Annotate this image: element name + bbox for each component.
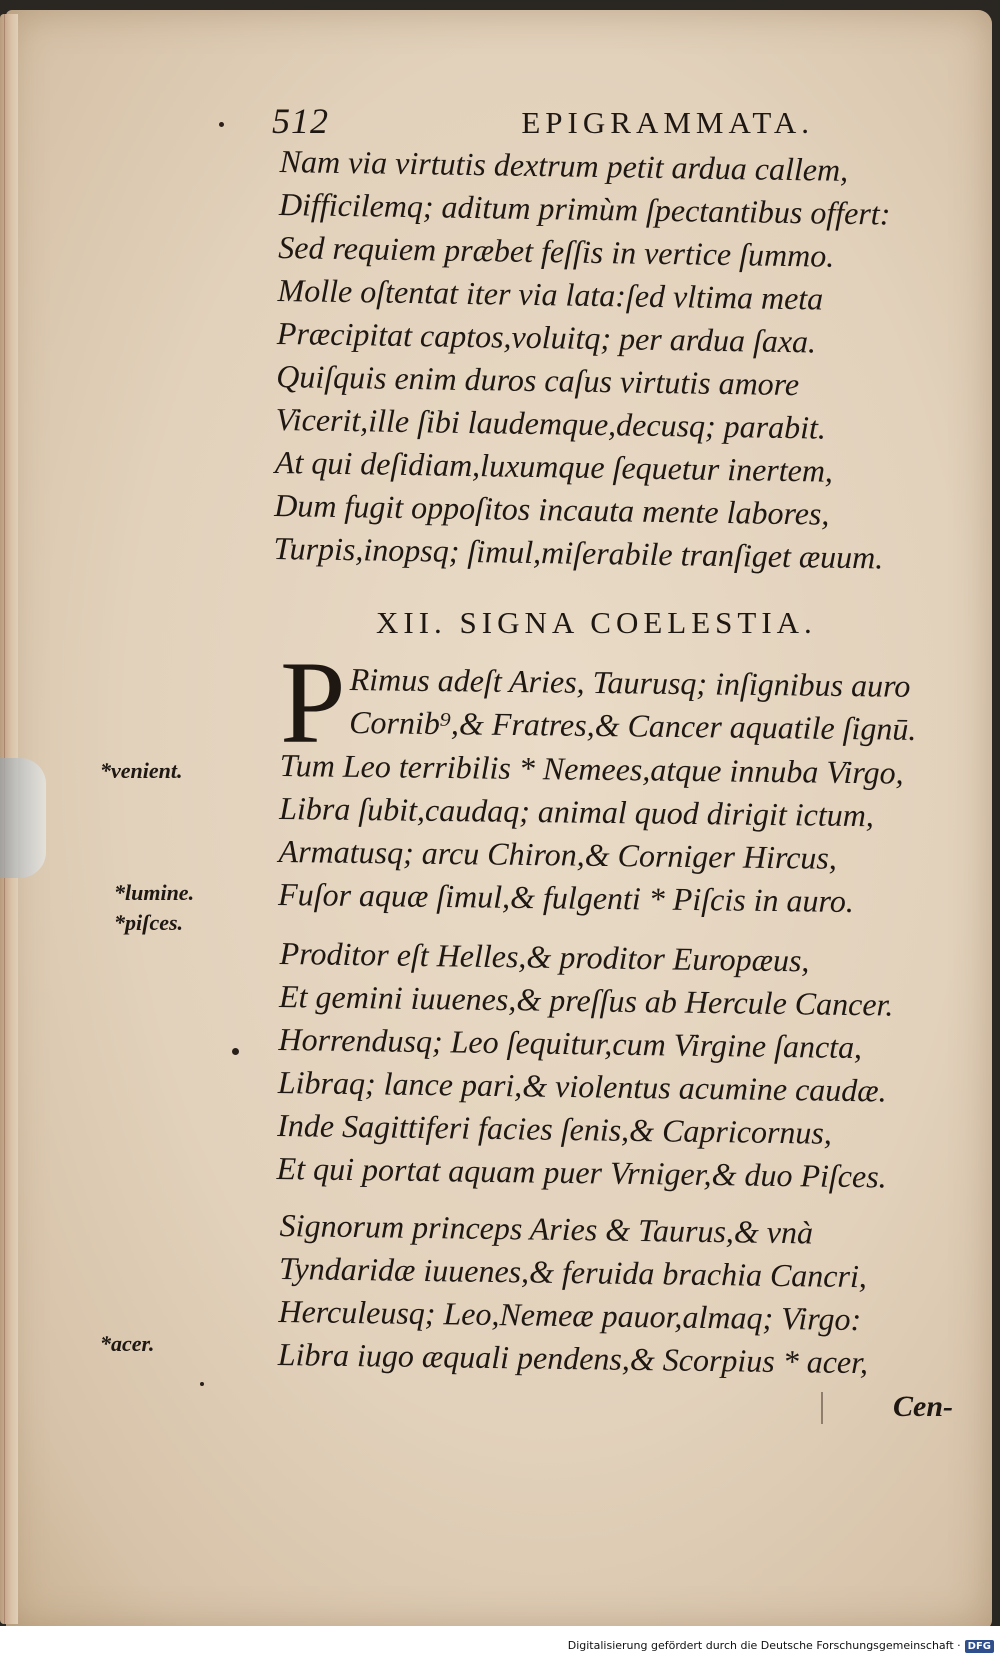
ink-speck (232, 1048, 239, 1055)
section-title: XII. SIGNA COELESTIA. (376, 605, 817, 640)
verse-line: Libraq; lance pari,& violentus acumine caudæ. (277, 1063, 887, 1109)
verse-line: Sed requiem præbet feſſis in vertice ſummo. (278, 228, 835, 274)
verse-line: Fuſor aquæ ſimul,& fulgenti * Piſcis in auro. (277, 875, 855, 920)
digitization-footer (568, 1639, 994, 1653)
verse-line: Tum Leo terribilis * Nemees,atque innuba Virgo, (279, 746, 904, 791)
ink-stroke (821, 1392, 823, 1424)
verse-line: Herculeusq; Leo,Nemeæ pauor,almaq; Virgo: (278, 1292, 862, 1338)
verse-line: Molle oſtentat iter via lata:ſed vltima meta (277, 271, 824, 317)
verse-line: Horrendusq; Leo ſequitur,cum Virgine ſancta, (278, 1020, 863, 1066)
margin-note-lumine: *lumine. (114, 880, 195, 905)
page-header (272, 100, 832, 140)
dfg-logo: DFG (965, 1640, 994, 1653)
drop-initial: P (280, 637, 346, 768)
verse-line: Libra ſubit,caudaq; animal quod dirigit ictum, (278, 789, 875, 834)
verse-line: Quiſquis enim duros caſus virtutis amore (276, 357, 800, 403)
catchword: Cen- (893, 1390, 953, 1423)
verse-line: Rimus adeſt Aries, Taurusq; inſignibus auro (349, 660, 911, 704)
verse-line: Nam via virtutis dextrum petit ardua callem, (279, 142, 849, 188)
stanza-1 (278, 744, 904, 924)
running-title: EPIGRAMMATA. (521, 105, 814, 140)
bookmark-clip (0, 758, 46, 878)
footer-text: Digitalisierung gefördert durch die Deutsche Forschungsgemeinschaft · (567, 1639, 961, 1652)
verse-line: Armatusq; arcu Chiron,& Corniger Hircus, (278, 832, 838, 876)
verse-line: Turpis,inopsq; ſimul,miſerabile tranſiget æuum. (273, 529, 884, 576)
verse-line: Libra iugo æquali pendens,& Scorpius * acer, (277, 1335, 869, 1381)
verse-line: Signorum princeps Aries & Taurus,& vnà (279, 1206, 814, 1251)
margin-note-venient: *venient. (100, 758, 183, 783)
verse-line: Dum fugit oppoſitos incauta mente labores, (273, 486, 830, 532)
verse-line: Et gemini iuuenes,& preſſus ab Hercule Cancer. (278, 977, 894, 1023)
stanza-2 (276, 932, 894, 1199)
verse-line: Vicerit,ille ſibi laudemque,decusq; parabit. (275, 400, 827, 446)
verse-line: At qui deſidiam,luxumque ſequetur inertem, (274, 443, 834, 489)
ink-speck (219, 122, 224, 127)
verse-line: Et qui portat aquam puer Vrniger,& duo Piſces. (276, 1149, 887, 1195)
verse-line: Præcipitat captos,voluitq; per ardua ſaxa. (276, 314, 817, 360)
margin-note-pisces: *piſces. (114, 910, 184, 935)
verse-line: Cornib⁹,& Fratres,& Cancer aquatile ſignū. (348, 703, 917, 747)
top-verse (273, 140, 891, 580)
margin-note-acer: *acer. (100, 1331, 155, 1356)
verse-line: Tyndaridæ iuuenes,& feruida brachia Cancri, (278, 1249, 868, 1295)
ink-speck (200, 1382, 204, 1386)
verse-line: Difficilemq; aditum primùm ſpectantibus offert: (278, 185, 891, 232)
stanza-3 (278, 1204, 871, 1384)
verse-line: Inde Sagittiferi facies ſenis,& Capricornus, (277, 1106, 833, 1151)
stanza-opening-lines (349, 658, 917, 751)
verse-line: Proditor eſt Helles,& proditor Europæus, (279, 934, 810, 979)
page-number: 512 (272, 101, 329, 141)
